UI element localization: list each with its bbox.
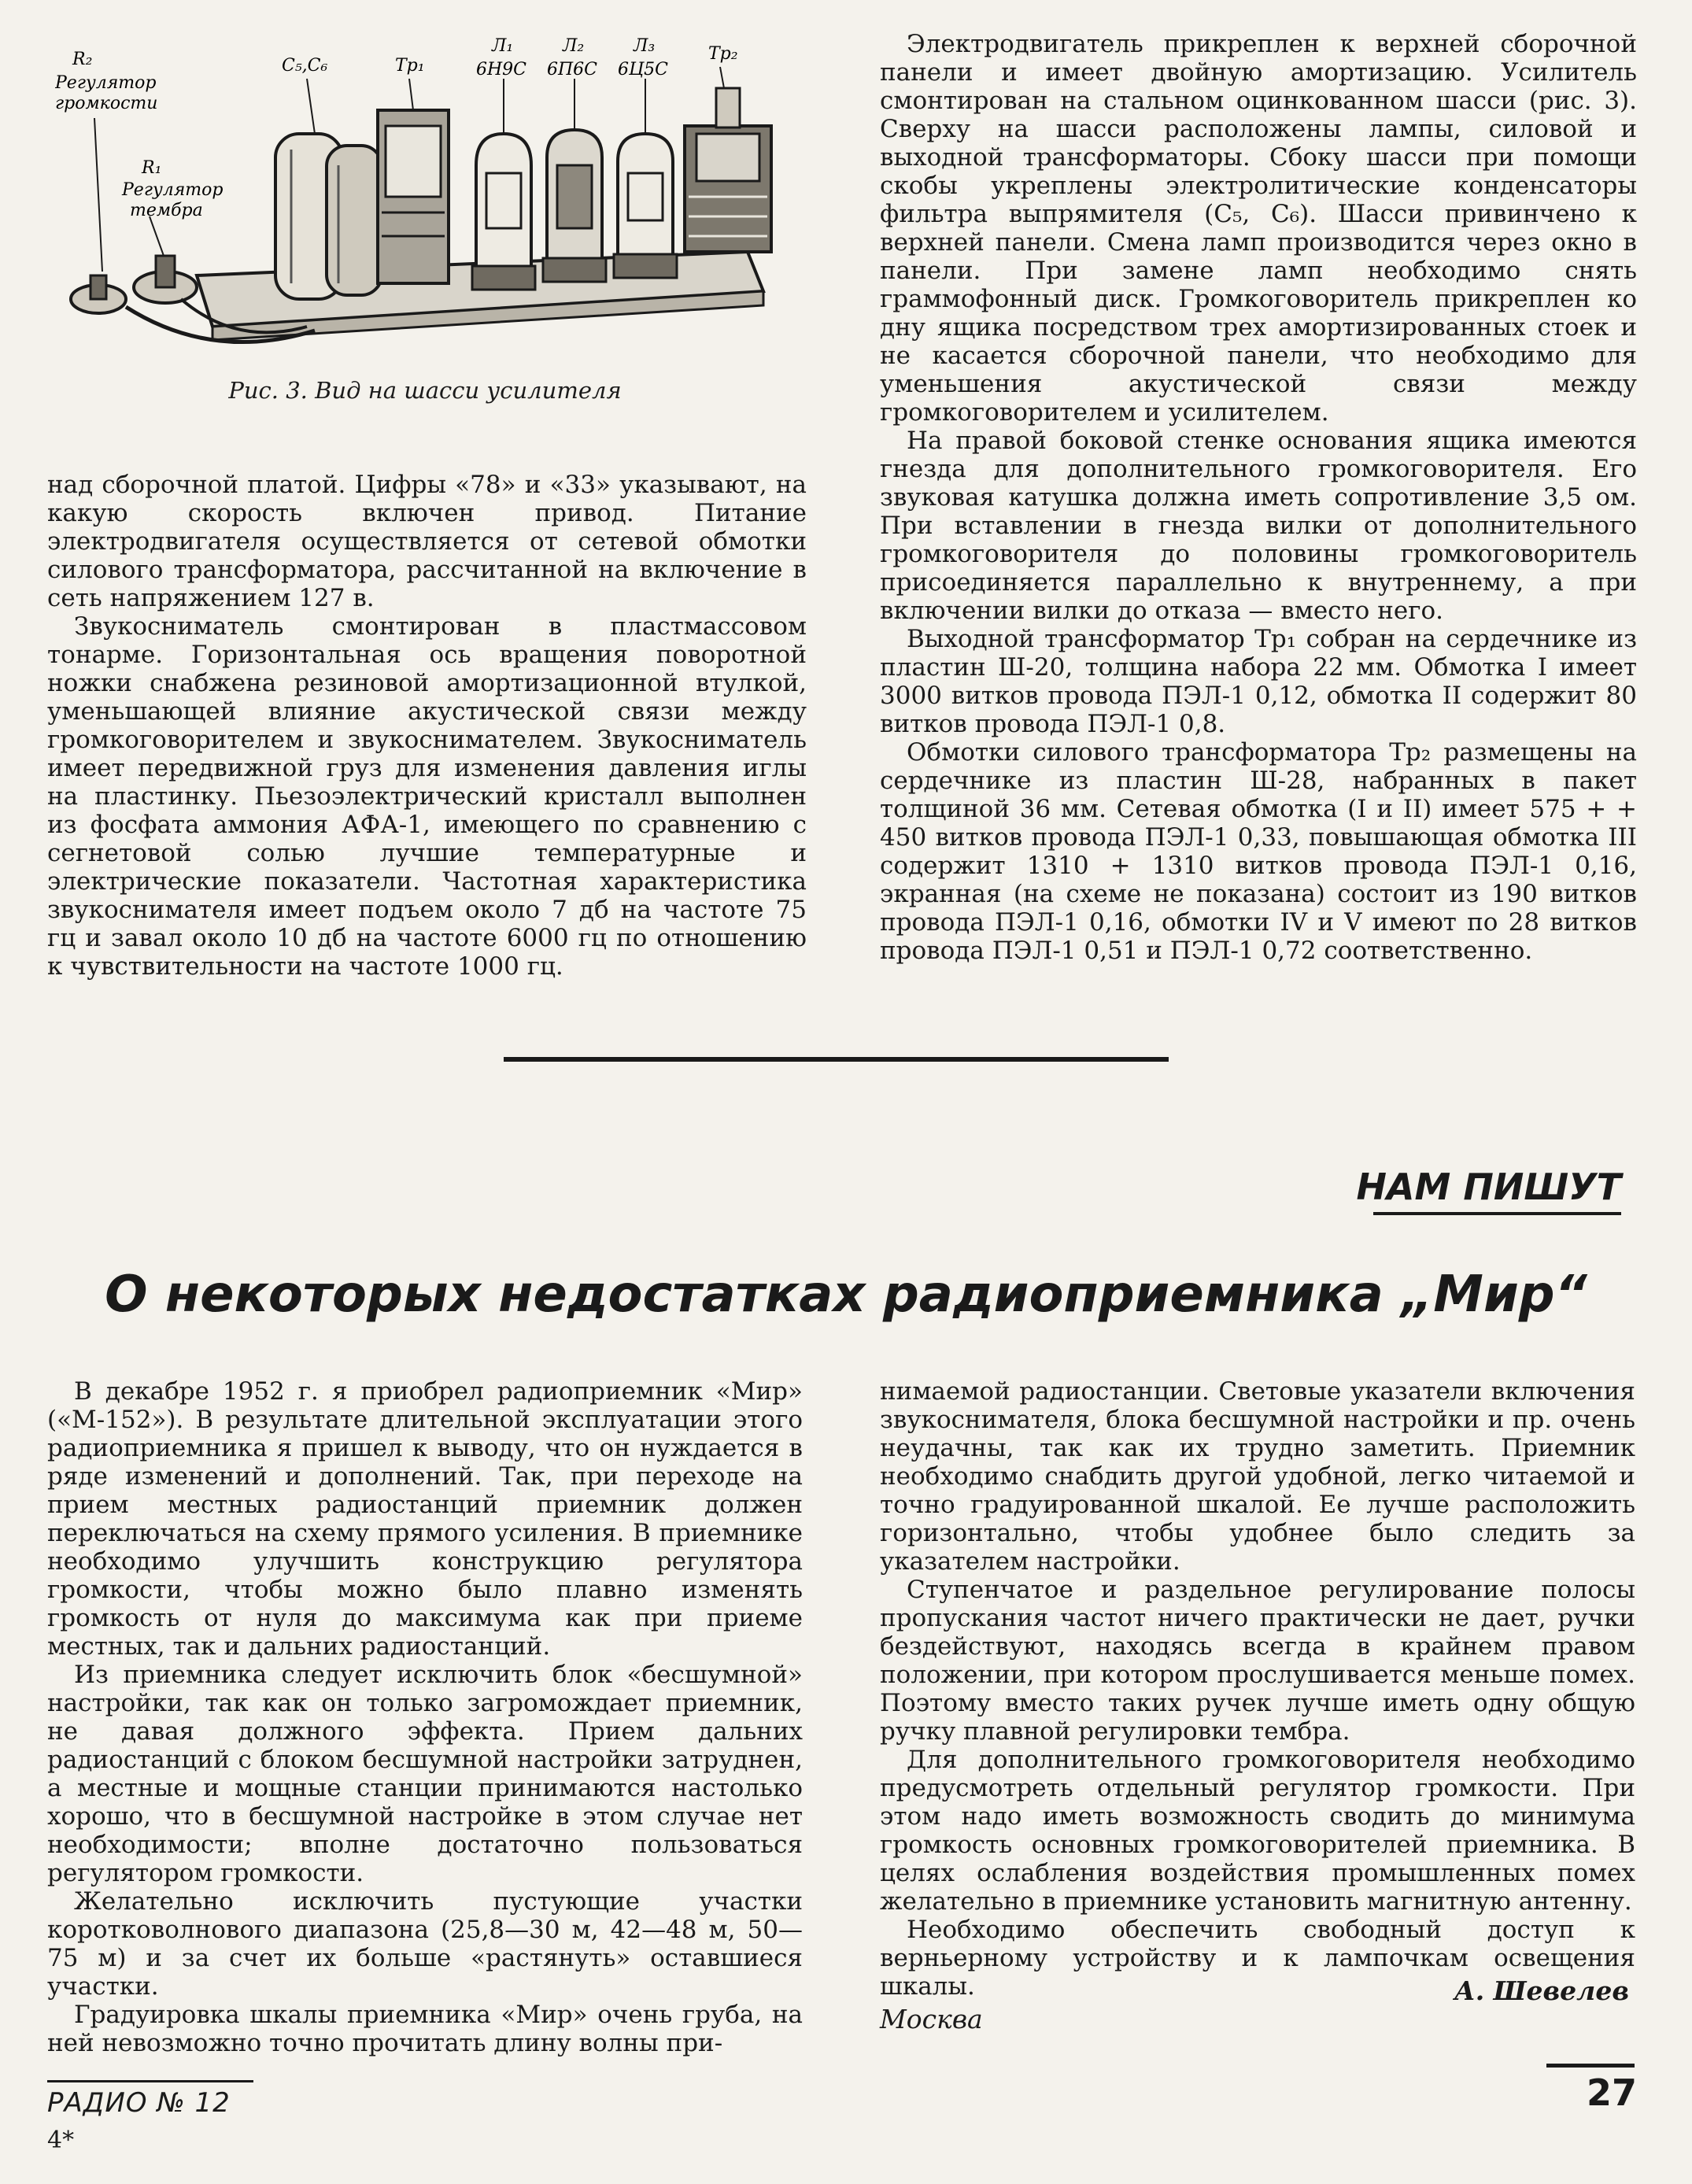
footer-journal: РАДИО № 12 [47,2087,231,2119]
label-r1-desc-1: Регулятор [122,180,224,200]
article-headline: О некоторых недостатках радиоприемника „Мир“ [105,1266,1587,1324]
label-c5-c6: C₅,C₆ [282,56,328,76]
label-l1: Л₁ [492,36,514,56]
paragraph: нимаемой радиостанции. Световые указатели включения звукоснимателя, блока бесшумной настройки и пр. очень неудачны, так как их трудно заметить. Приемник необходимо снабдить другой удобной, легко читаемой и точно градуированной шкалой. Ее лучше расположить горизонтально, чтобы удобнее было следить за указателем настройки. [880,1377,1635,1576]
chassis-figure [55,16,795,390]
tube-l1 [472,134,535,290]
tube-l3 [614,134,677,278]
top-right-column [880,30,1637,965]
bottom-right-column [880,1377,1635,2001]
potentiometer-r1 [134,256,197,303]
section-label: НАМ ПИШУТ [1356,1166,1621,1208]
section-label-underline [1373,1212,1621,1215]
transformer-tp1 [378,110,449,283]
label-l1-type: 6Н9С [476,60,527,79]
label-r1-desc-2: тембра [130,201,203,220]
paragraph: Для дополнительного громкоговорителя необходимо предусмотреть отдельный регулятор громкости. При этом надо иметь возможность сводить до минимума громкость основных громкоговорителей приемника. В целях ослабления воздействия промышленных помех желательно в приемнике установить магнитную антенну. [880,1746,1635,1916]
page-number-rule [1546,2064,1635,2068]
label-r2-desc-1: Регулятор [55,73,157,93]
paragraph: Желательно исключить пустующие участки коротковолнового диапазона (25,8—30 м, 42—48 м, 50—75 м) и за счет их больше «растянуть» оставшиеся участки. [47,1887,803,2001]
label-tp1: Тр₁ [395,56,425,76]
paragraph: Звукосниматель смонтирован в пластмассовом тонарме. Горизонтальная ось вращения поворотной ножки снабжена резиновой амортизационной втулкой, уменьшающей влияние акустической связи между громкоговорителем и звукоснимателем. Звукосниматель имеет передвижной груз для изменения давления иглы на пластинку. Пьезоэлектрический кристалл выполнен из фосфата аммония АФА-1, имеющего по сравнению с сегнетовой солью лучшие температурные и электрические показатели. Частотная характеристика звукоснимателя имеет подъем около 7 дб на частоте 75 гц и завал около 10 дб на частоте 6000 гц по отношению к чувствительности на частоте 1000 гц. [47,612,807,981]
article-author: А. Шевелев [1454,1975,1629,2006]
paragraph: Из приемника следует исключить блок «бесшумной» настройки, так как он только загромождает приемник, не давая должного эффекта. Прием дальних радиостанций с блоком бесшумной настройки затруднен, а местные и мощные станции принимаются настолько хорошо, что в бесшумной настройке в этом случае нет необходимости; вполне достаточно пользоваться регулятором громкости. [47,1661,803,1887]
label-l2-type: 6П6С [547,60,598,79]
label-r1: R₁ [142,158,162,178]
paragraph: над сборочной платой. Цифры «78» и «33» указывают, на какую скорость включен привод. Питание электродвигателя осуществляется от сетевой обмотки силового трансформатора, рассчитанной на включение в сеть напряжением 127 в. [47,471,807,612]
paragraph: Необходимо обеспечить свободный доступ к верньерному устройству и к лампочкам освещения шкалы. [880,1916,1635,2001]
tube-l2 [543,130,606,282]
section-divider [504,1057,1169,1062]
paragraph: Ступенчатое и раздельное регулирование полосы пропускания частот ничего практически не дает, ручки бездействуют, находясь всегда в крайнем правом положении, при котором прослушивается меньше помех. Поэтому вместо таких ручек лучше иметь одну общую ручку плавной регулировки тембра. [880,1576,1635,1746]
potentiometer-r2 [71,275,126,313]
figure-caption: Рис. 3. Вид на шасси усилителя [228,377,622,404]
label-r2-desc-2: громкости [55,94,158,113]
paragraph: В декабре 1952 г. я приобрел радиоприемник «Мир» («М-152»). В результате длительной эксплуатации этого радиоприемника я пришел к выводу, что он нуждается в ряде изменений и дополнений. Так, при переходе на прием местных радиостанций приемник должен переключаться на схему прямого усиления. В приемнике необходимо улучшить конструкцию регулятора громкости, чтобы можно было плавно изменять громкость от нуля до максимума как при приеме местных, так и дальних радиостанций. [47,1377,803,1661]
paragraph: Градуировка шкалы приемника «Мир» очень груба, на ней невозможно точно прочитать длину волны при- [47,2001,803,2057]
footer-signature: 4* [47,2127,75,2154]
top-left-column [47,471,807,981]
chassis-illustration [55,16,795,390]
paragraph: Электродвигатель прикреплен к верхней сборочной панели и имеет двойную амортизацию. Усилитель смонтирован на стальном оцинкованном шасси (рис. 3). Сверху на шасси расположены лампы, силовой и выходной трансформаторы. Сбоку шасси при помощи скобы укреплены электролитические конденсаторы фильтра выпрямителя (C₅, C₆). Шасси привинчено к верхней панели. Смена ламп производится через окно в панели. При замене ламп необходимо снять граммофонный диск. Громкоговоритель прикреплен ко дну ящика посредством трех амортизированных стоек и не касается сборочной панели, что необходимо для уменьшения акустической связи между громкоговорителем и усилителем. [880,30,1637,427]
label-tp2: Тр₂ [708,44,738,64]
paragraph: Выходной трансформатор Тр₁ собран на сердечнике из пластин Ш-20, толщина набора 22 мм. Обмотка I имеет 3000 витков провода ПЭЛ-1 0,12, обмотка II содержит 80 витков провода ПЭЛ-1 0,8. [880,625,1637,738]
page-number: 27 [1586,2071,1637,2114]
capacitors-c5-c6 [275,134,382,299]
label-l3-type: 6Ц5С [618,60,669,79]
label-l2: Л₂ [563,36,585,56]
paragraph: На правой боковой стенке основания ящика имеются гнезда для дополнительного громкоговорителя. Его звуковая катушка должна иметь сопротивление 3,5 ом. При вставлении в гнезда вилки от дополнительного громкоговорителя до половины громкоговоритель присоединяется параллельно к внутреннему, а при включении вилки до отказа — вместо него. [880,427,1637,625]
label-l3: Л₃ [634,36,656,56]
paragraph: Обмотки силового трансформатора Тр₂ размещены на сердечнике из пластин Ш-28, набранных в пакет толщиной 36 мм. Сетевая обмотка (I и II) имеет 575 + + 450 витков провода ПЭЛ-1 0,33, повышающая обмотка III содержит 1310 + 1310 витков провода ПЭЛ-1 0,16, экранная (на схеме не показана) состоит из 190 витков провода ПЭЛ-1 0,16, обмотки IV и V имеют по 28 витков провода ПЭЛ-1 0,51 и ПЭЛ-1 0,72 соответственно. [880,738,1637,965]
label-r2: R₂ [72,50,93,69]
transformer-tp2 [685,88,771,252]
bottom-left-column [47,1377,803,2057]
article-city: Москва [880,2004,983,2034]
footer-rule [47,2080,253,2082]
